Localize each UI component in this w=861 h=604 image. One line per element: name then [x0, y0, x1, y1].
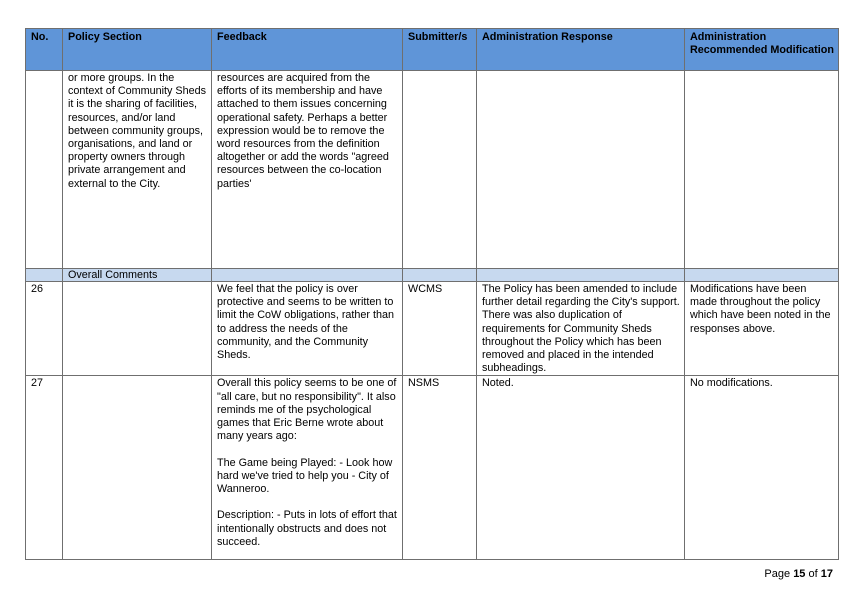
- section-row: [26, 269, 839, 282]
- section-cell: [403, 269, 477, 282]
- header-row: [26, 29, 839, 71]
- header-submitters: Submitter/s: [403, 29, 477, 71]
- cell-submitters: [403, 71, 477, 269]
- section-cell: [685, 269, 839, 282]
- total-pages: 17: [820, 568, 833, 580]
- section-cell: [212, 269, 403, 282]
- header-feedback: Feedback: [212, 29, 403, 71]
- cell-submitters: NSMS: [403, 376, 477, 560]
- cell-policy-section: [63, 376, 212, 560]
- header-policy-section: Policy Section: [63, 29, 212, 71]
- cell-policy-section: [63, 282, 212, 376]
- header-admin-modification: Administration Recommended Modification: [685, 29, 839, 71]
- cell-no: 26: [26, 282, 63, 376]
- section-cell: [477, 269, 685, 282]
- feedback-table: [25, 28, 839, 560]
- cell-submitters: WCMS: [403, 282, 477, 376]
- header-no: No.: [26, 29, 63, 71]
- section-heading: Overall Comments: [63, 269, 212, 282]
- cell-admin-modification: Modifications have been made throughout the policy which have been noted in the responses above.: [685, 282, 839, 376]
- cell-policy-section: or more groups. In the context of Community Sheds it is the sharing of facilities, resources, and/or land between community groups, organisations, and land or property owners through private arrangement and external to the City.: [63, 71, 212, 269]
- cell-feedback: We feel that the policy is over protective and seems to be written to limit the CoW obligations, rather than to address the needs of the community, and the Community Sheds.: [212, 282, 403, 376]
- cell-admin-response: Noted.: [477, 376, 685, 560]
- cell-feedback: Overall this policy seems to be one of "all care, but no responsibility". It also reminds me of the psychological games that Eric Berne wrote about many years ago: The Game being Played: - Look how hard we've tried to help you - City of Wanneroo. Description: - Puts in lots of effort that intentionally obstructs and does not succeed.: [212, 376, 403, 560]
- section-cell-no: [26, 269, 63, 282]
- cell-admin-response: [477, 71, 685, 269]
- table-row-continued: [26, 71, 839, 269]
- page-label: Page: [764, 568, 791, 580]
- cell-admin-modification: No modifications.: [685, 376, 839, 560]
- of-label: of: [808, 568, 818, 580]
- table-row: [26, 282, 839, 376]
- current-page: 15: [793, 568, 806, 580]
- table-row: [26, 376, 839, 560]
- page-number: [764, 568, 833, 580]
- cell-no: 27: [26, 376, 63, 560]
- cell-feedback: resources are acquired from the efforts of its membership and have attached to them issues concerning operational safety. Perhaps a better expression would be to remove the word resources from the definition altogether or add the words "agreed resources between the co-location parties': [212, 71, 403, 269]
- cell-no: [26, 71, 63, 269]
- header-admin-response: Administration Response: [477, 29, 685, 71]
- cell-admin-modification: [685, 71, 839, 269]
- cell-admin-response: The Policy has been amended to include further detail regarding the City's support. There was also duplication of requirements for Community Sheds throughout the Policy which has been removed and placed in the intended subheadings.: [477, 282, 685, 376]
